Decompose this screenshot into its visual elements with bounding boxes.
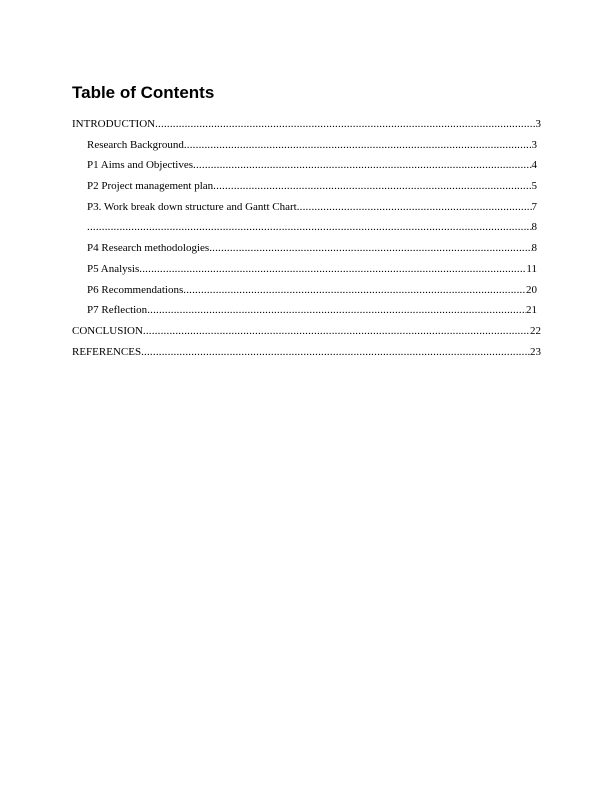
- toc-title: Table of Contents: [72, 83, 215, 102]
- toc-entry-page: 11: [526, 262, 537, 275]
- toc-entry-page: 7: [531, 200, 537, 213]
- toc-dot-leader: [213, 179, 531, 193]
- toc-entry-aims-objectives[interactable]: [72, 158, 537, 179]
- toc-dot-leader: [147, 303, 526, 317]
- toc-entry-label: P5 Analysis: [87, 262, 140, 275]
- toc-entry-page: 21: [526, 304, 537, 317]
- toc-entry-label: P6 Recommendations: [87, 283, 184, 296]
- toc-dot-leader: [183, 283, 526, 297]
- toc-entry-page: 8: [531, 221, 537, 234]
- toc-entry-label: P4 Research methodologies: [87, 242, 210, 255]
- toc-entry-conclusion[interactable]: [72, 324, 541, 345]
- toc-entry-page: 8: [531, 242, 537, 255]
- toc-entry-page: 23: [530, 345, 541, 358]
- toc-entry-untitled[interactable]: [72, 220, 537, 241]
- toc-entry-research-background[interactable]: [72, 138, 537, 159]
- toc-entry-reflection[interactable]: [72, 303, 537, 324]
- toc-entry-page: 22: [530, 324, 541, 337]
- toc-entry-introduction[interactable]: [72, 117, 541, 138]
- toc-dot-leader: [184, 138, 532, 152]
- toc-dot-leader: [141, 345, 530, 359]
- toc-dot-leader: [209, 241, 531, 255]
- toc-entry-analysis[interactable]: [72, 262, 537, 283]
- toc-dot-leader: [297, 200, 532, 214]
- toc-entry-page: 3: [531, 138, 537, 151]
- toc-entry-research-methodologies[interactable]: [72, 241, 537, 262]
- toc-entry-project-management-plan[interactable]: [72, 179, 537, 200]
- toc-entry-label: REFERENCES: [72, 345, 142, 358]
- toc-entry-page: 3: [535, 118, 541, 130]
- toc-dot-leader: [143, 324, 530, 338]
- toc-entry-page: 4: [531, 159, 537, 172]
- toc-dot-leader: [87, 220, 532, 234]
- toc-entry-label: P1 Aims and Objectives: [87, 159, 194, 172]
- toc-list: [72, 117, 541, 365]
- toc-entry-label: CONCLUSION: [72, 324, 143, 337]
- toc-entry-label: INTRODUCTION: [72, 118, 156, 130]
- toc-entry-recommendations[interactable]: [72, 283, 537, 304]
- toc-entry-label: P3. Work break down structure and Gantt Chart: [87, 200, 297, 213]
- toc-entry-references[interactable]: [72, 345, 541, 366]
- toc-entry-label: P7 Reflection: [87, 304, 148, 317]
- toc-dot-leader: [139, 262, 526, 276]
- toc-entry-label: Research Background: [87, 138, 184, 151]
- toc-entry-wbs-gantt[interactable]: [72, 200, 537, 221]
- toc-dot-leader: [155, 117, 535, 131]
- toc-dot-leader: [193, 158, 531, 172]
- toc-entry-page: 20: [526, 283, 537, 296]
- toc-entry-label: P2 Project management plan: [87, 180, 214, 193]
- toc-entry-page: 5: [531, 180, 537, 193]
